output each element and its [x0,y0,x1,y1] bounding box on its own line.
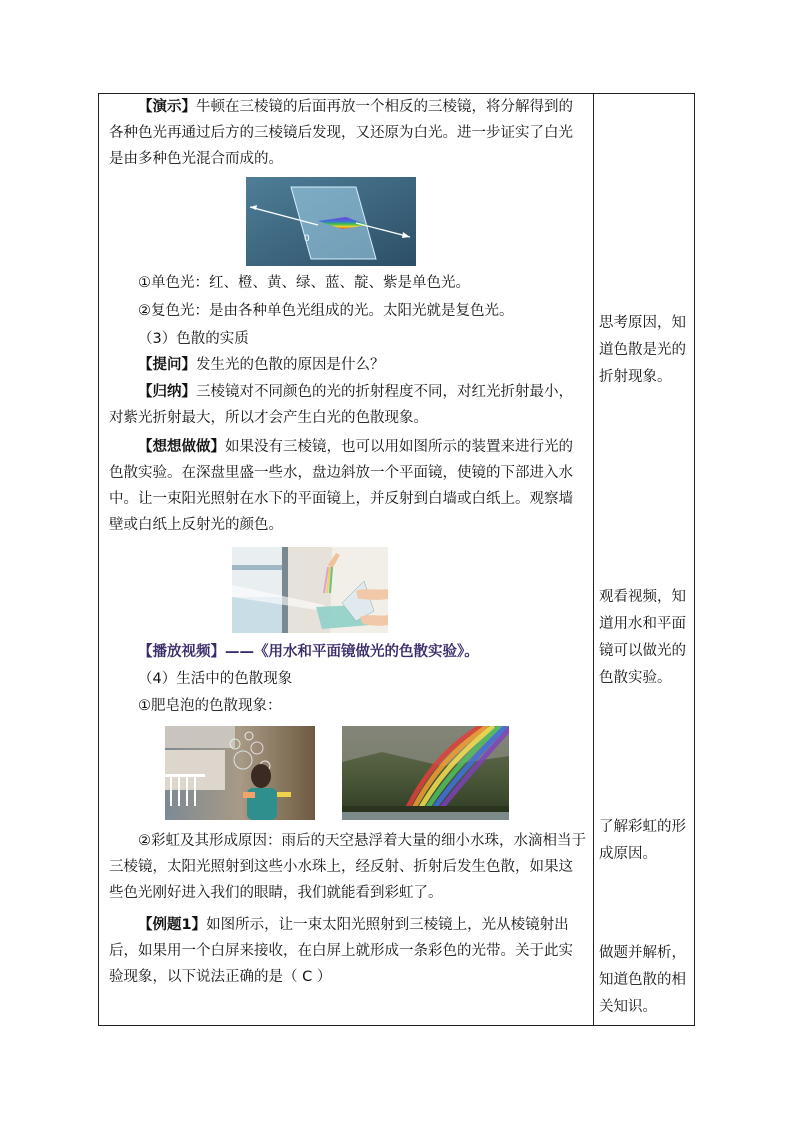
think-do-text: 如果没有三棱镜，也可以用如图所示的装置来进行光的色散实验。在深盘里盛一些水，盘边斜放一个平面镜，使镜的下部进入水中。让一束阳光照射在水下的平面镜上，并反射到白墙或白纸上。观察墙壁或白纸上反射光的颜色。 [109,439,573,533]
video-text: ——《用水和平面镜做光的色散实验》。 [225,644,479,660]
summary-paragraph [109,379,587,431]
question-tag: 【提问】 [138,357,196,373]
summary-tag: 【归纳】 [138,384,196,400]
think-do-tag: 【想想做做】 [138,439,225,455]
think-do-paragraph [109,434,587,538]
demo-tag: 【演示】 [138,99,196,115]
section3-heading: （3）色散的实质 [138,331,249,347]
video-paragraph [109,639,587,665]
prism-image [246,177,416,266]
question-paragraph [109,352,587,378]
mirror-experiment-image [232,547,388,633]
lesson-table [98,93,695,1026]
compound-light-text: ②复色光：是由各种单色光组成的光。太阳光就是复色光。 [138,303,514,319]
summary-text: 三棱镜对不同颜色的光的折射程度不同，对红光折射最小，对紫光折射最大，所以才会产生白光的色散现象。 [109,384,573,426]
prism-label: 0 [304,234,310,244]
example-paragraph [109,912,587,990]
side-note-rainbow: 了解彩虹的形成原因。 [599,819,686,862]
soap-bubble-photo [165,726,315,820]
side-note-video: 观看视频，知道用水和平面镜可以做光的色散实验。 [599,589,686,686]
demo-paragraph [109,94,587,172]
rainbow-paragraph: ②彩虹及其形成原因：雨后的天空悬浮着大量的细小水珠，水滴相当于三棱镜，太阳光照射到这些小水珠上，经反射、折射后发生色散，如果这些色光刚好进入我们的眼睛，我们就能看到彩虹了。 [109,833,586,901]
side-note-dispersion: 思考原因，知道色散是光的折射现象。 [599,315,686,385]
column-divider [593,94,594,1025]
rainbow-photo [342,726,509,820]
question-text: 发生光的色散的原因是什么？ [196,357,385,373]
video-tag: 【播放视频】 [138,644,225,660]
demo-text: 牛顿在三棱镜的后面再放一个相反的三棱镜，将分解得到的各种色光再通过后方的三棱镜后发现，又还原为白光。进一步证实了白光是由多种色光混合而成的。 [109,99,573,167]
bubbles-heading: ①肥皂泡的色散现象： [138,698,282,714]
mono-light-text: ①单色光：红、橙、黄、绿、蓝、靛、紫是单色光。 [138,275,470,291]
example-tag: 【例题1】 [138,917,207,933]
example-text: 如图所示，让一束太阳光照射到三棱镜上，光从棱镜射出后，如果用一个白屏来接收，在白屏上就形成一条彩色的光带。关于此实验现象，以下说法正确的是（ C ） [109,917,573,985]
section4-heading: （4）生活中的色散现象 [138,671,293,687]
side-note-example: 做题并解析，知道色散的相关知识。 [599,945,686,1015]
